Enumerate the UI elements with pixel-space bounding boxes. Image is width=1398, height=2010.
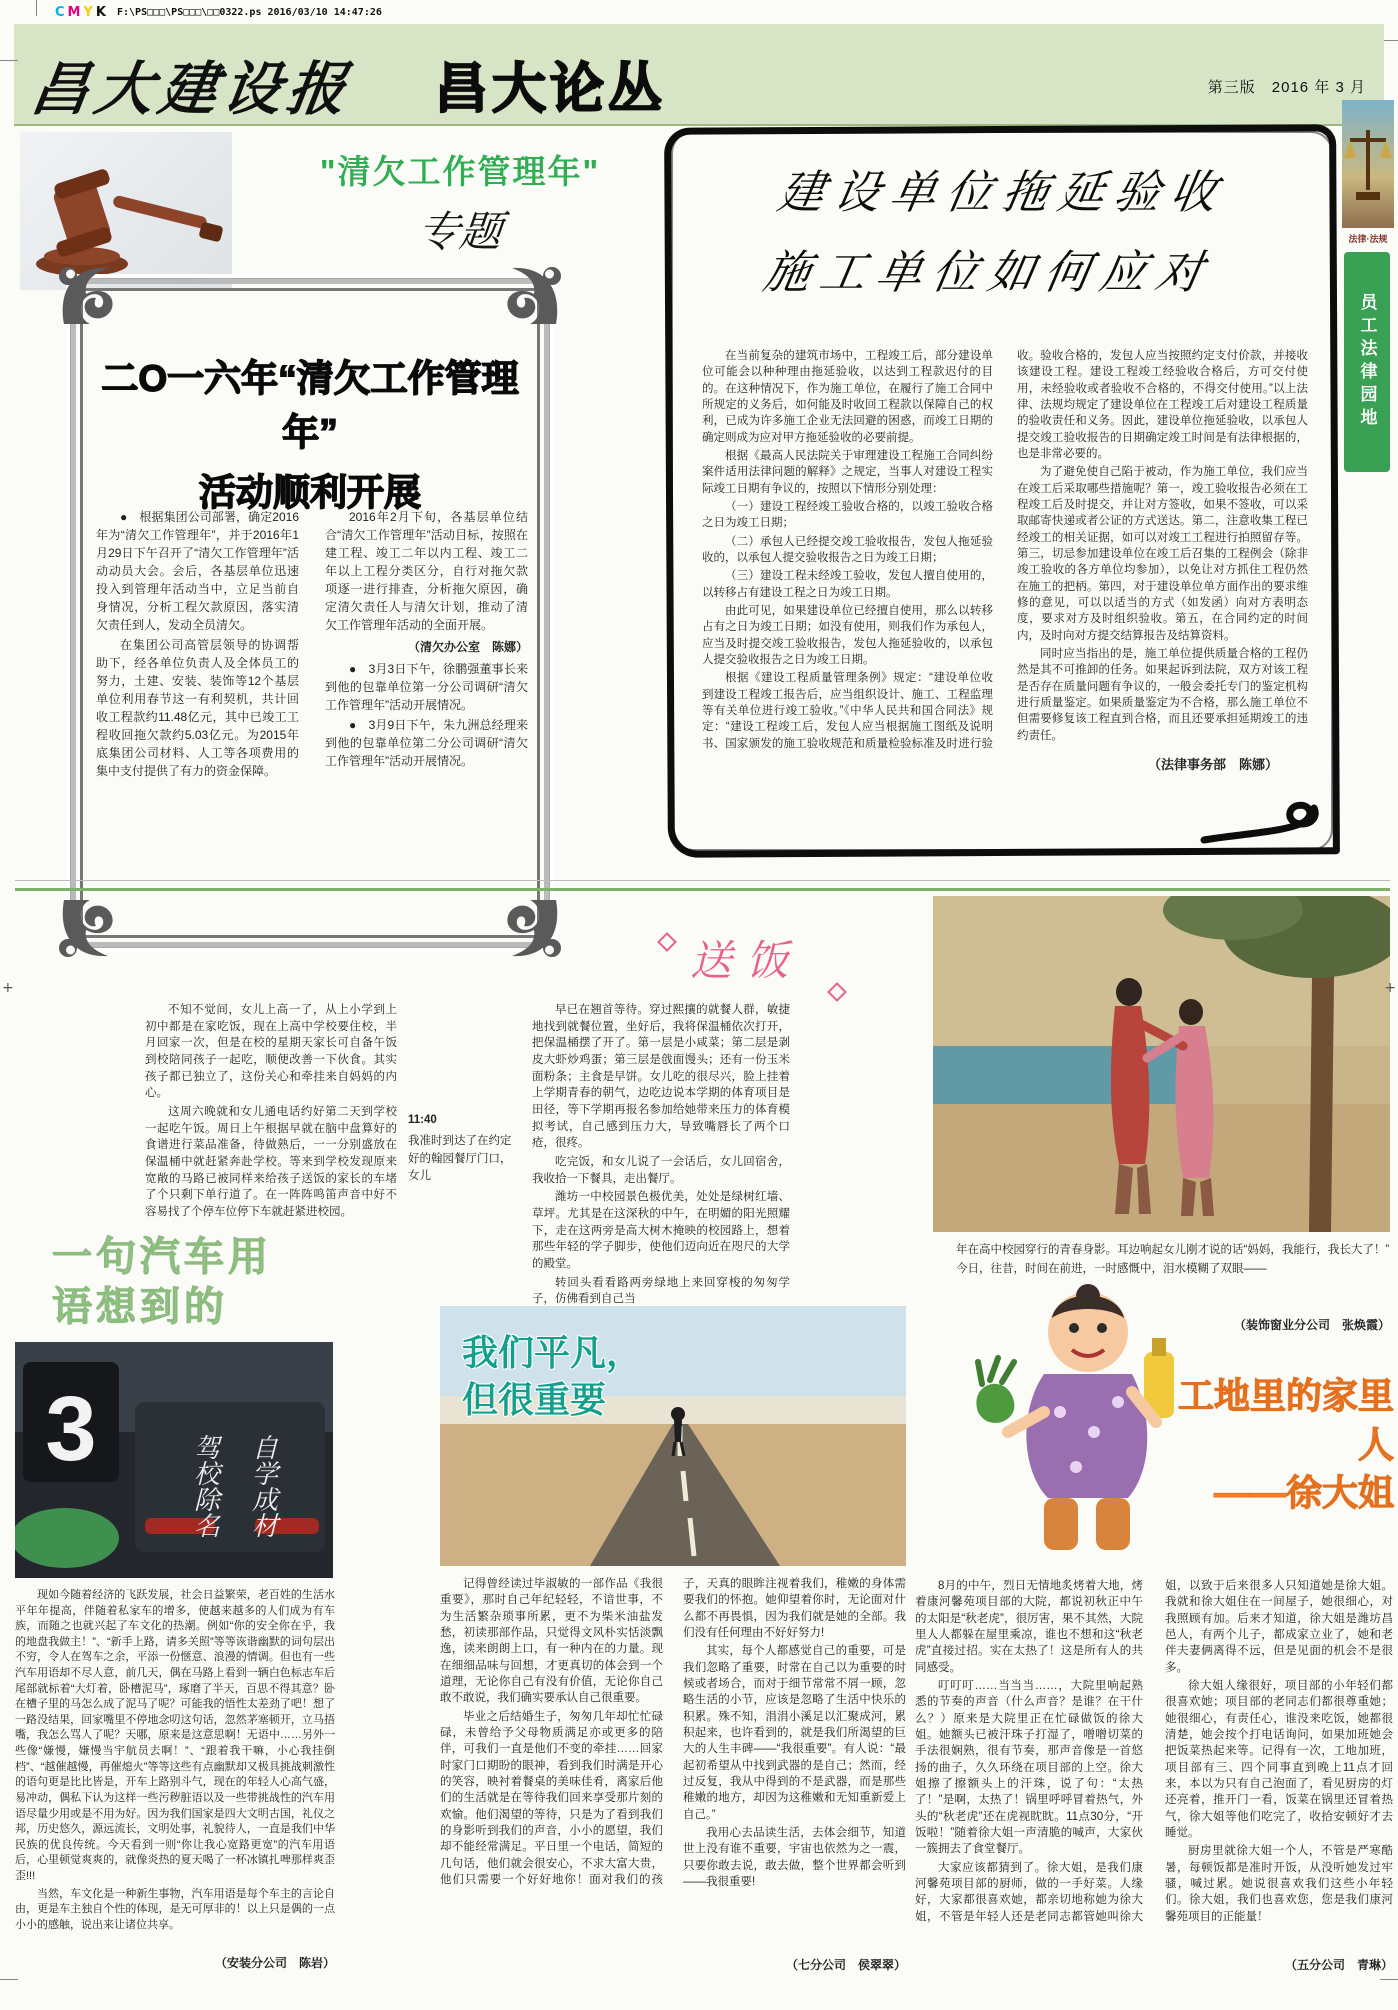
special-article-box xyxy=(60,268,560,958)
page-title: 昌大论丛 xyxy=(434,59,666,119)
crop-mark xyxy=(0,1979,18,1980)
paragraph: 由此可见，如果建设单位已经擅自使用，那么以转移占有之日为竣工日期；如没有使用，则我们作为承包人，应当及时提交竣工验收报告，发包人拖延验收的，以承包人提交验收报告之日为竣工日期。 xyxy=(702,604,993,666)
diamond-ornament-icon xyxy=(827,982,847,1002)
xu-title-line1: 工地里的家里人 xyxy=(1177,1375,1394,1465)
songfan-column-narrow xyxy=(408,1112,520,1262)
paragraph: 早已在翘首等待。穿过熙攘的就餐人群，敏捷地找到就餐位置，坐好后，我将保温桶依次打开，把保温桶摆了开了。第一层是小咸菜；第二层是剥皮大虾炒鸡蛋；第三层是戗面馒头；还有一份玉米面粉条；主食是早饼。女儿吃的很尽兴，脸上挂着上学期青春的朝气，边吃边说本学期的体育项目是田径，等下学期再报名参加给她带来压力的体育模拟考试，自己感到压力大，导致嘴唇长了两个口疮，很疼。 xyxy=(532,1004,790,1150)
special-section-heading xyxy=(250,146,670,259)
scroll-ornament-icon xyxy=(54,890,128,964)
paragraph: 潍坊一中校园景色极优美，处处是绿树红墙、草坪。尤其是在这深秋的中午，在明媚的阳光照耀下，走在这两旁是高大树木掩映的校园路上，想着那些年轻的学子脚步，使他们迈向近在咫尺的大学的殿堂。 xyxy=(532,1191,790,1271)
car-title-line1: 一句汽车用 xyxy=(52,1235,272,1279)
paragraph: 这周六晚就和女儿通电话约好第二天到学校一起吃午饭。周日上午根据早就在脑中盘算好的食谱进行菜品准备，待做熟后，一一分别盛放在保温桶中就赶紧奔赴学校。等来到学校发现原来宽敞的马路已被同样来给孩子送饭的家长的车堵了个只剩下单行道了。在一阵阵鸣笛声音中好不容易找了个停车位停下车就赶紧进校园。 xyxy=(145,1106,397,1219)
crop-mark xyxy=(0,60,18,61)
paragraph: ● 根据集团公司部署，确定2016年为“清欠工作管理年”，并于2016年1月29日下午召开了“清欠工作管理年”活动动员大会。会后，各基层单位迅速投入到管理年活动当中，立足当前自身情况，分析工程欠款原因，落实清欠责任到人，发动全员清欠。 xyxy=(96,510,299,632)
paragraph: 叮叮叮……当当当……，大院里响起熟悉的节奏的声音（什么声音？是谁？在干什么？）原来是大院里正在忙碌做饭的徐大姐。她额头已被汗珠子打湿了，噌噌切菜的手法很娴熟，很有节奏，那声音像是一首悠扬的曲子，久久环绕在项目部的上空。徐大姐擦了擦额头上的汗珠，说了句：“太热了！”是啊，太热了！锅里呼呼冒着热气，外头的“秋老虎”还在虎视眈眈。11点30分，“开饭啦！”随着徐大姐一声清脆的喊声，大家伙一簇拥去了食堂餐厅。 xyxy=(915,1679,1143,1856)
paragraph: 当然，车文化是一种新生事物，汽车用语是每个车主的言论自由，更是车主独自个性的体现，是无可厚非的！以上只是偶的一点小小的感触，说出来让诸位共享。 xyxy=(15,1887,335,1931)
paragraph: （二）承包人已经提交竣工验收报告，发包人拖延验收的，以承包人提交验收报告之日为竣工日期； xyxy=(702,535,993,564)
paragraph: 厨房里就徐大姐一个人，不管是严寒酷暑，每顿饭都是准时开饭，从没听她发过牢骚，喊过累。她说很喜欢我们这些小年轻们。徐大姐，我们也喜欢您，您是我们康河馨苑项目的正能量！ xyxy=(1165,1845,1393,1923)
songfan-column-1 xyxy=(145,1002,397,1228)
page-curl-icon xyxy=(1200,794,1320,850)
green-divider xyxy=(15,888,1390,891)
paragraph: ● 3月9日下午，朱九洲总经理来到他的包靠单位第二分公司调研“清欠工作管理年”活动开展情况。 xyxy=(325,718,528,768)
paragraph: 8月的中午，烈日无情地炙烤着大地，烤着康河馨苑项目部的大院，都说初秋正中午的太阳是“秋老虎”，很厉害，果不其然，大院里人人都躲在屋里乘凉，谁也不想和这“秋老虎”直接过招。实在太热了！这是所有人的共同感受。 xyxy=(915,1580,1143,1674)
byline: （装饰窗业分公司 张焕霞） xyxy=(1233,1318,1390,1332)
law-title-line1: 建设单位拖延验收 xyxy=(773,167,1231,218)
law-article-title xyxy=(743,156,1249,302)
songfan-title: 送饭 xyxy=(689,939,802,985)
paragraph: 根据《建设工程质量管理条例》规定：“建设单位收到建设工程竣工报告后，应当组织设计、施工、工程监理等有关单位进行竣工验收。”《中华人民共和国合同法》规定：“建设工程竣工后，发包人应当根据施工图纸及说明书、国家颁发的施工验收规范和质量检验标准及时进行验收。验收合格的，发包人应当按照约定支付价款，并接收该建设工程。建设工程竣工经验收合格后，方可交付使用，未经验收或者验收不合格的，不得交付使用。”以上法律、法规均规定了建设单位在工程竣工后对建设工程质量的验收责任和义务。因此，建设单位拖延验收，以承包人提交竣工验收报告的日期确定竣工时间是有法律根据的，也是非常必要的。 xyxy=(702,350,1308,750)
file-info: F:\PS□□□\PS□□□\□□0322.ps 2016/03/10 14:47:26 xyxy=(116,6,382,18)
page-number-date: 第三版 2016 年 3 月 xyxy=(1207,79,1366,96)
paragraph: 毕业之后结婚生子，匆匆几年却忙忙碌碌，未曾给予父母物质满足亦或更多的陪伴，可我们一直是他们不变的牵挂……回家时家门口期盼的眼神，看到我们时满是开心的笑容，映衬着餐桌的美味佳肴，离家后他们的生活就是在等待我们回来享受那片刻的欢愉。他们渴望的等待，只是为了看到我们的身影听到我们的声音，小小的愿望，我们却不能经常满足。平日里一个电话，简短的几句话，他们就会很安心，不求大富大贵，他们只需要一个好好地你！面对我们的孩子，天真的眼眸注视着我们，稚嫩的身体需要我们的怀抱。她仰望着你时，无论面对什么都不再畏惧，因为我们就是她的全部。我们没有任何理由不好好努力! xyxy=(440,1578,906,1886)
cmyk-k-label: K xyxy=(95,4,106,20)
paragraph: 记得曾经读过毕淑敏的一部作品《我很重要》，那时自己年纪轻轻，不谙世事，不为生活繁杂琐事所累，更不为柴米油盐发愁，初读那部作品，只觉得文风朴实恬淡飘逸，读来朗朗上口，有一种内在的力量。现在细细品味与回想，才更真切的体会到一个道理，无论你自己有没有价值，无论你自己敢不敢说，我们确实要承认自己很重要。 xyxy=(440,1578,663,1705)
paragraph: 同时应当指出的是，施工单位提供质量合格的工程仍然是其不可推卸的任务。如果起诉到法院，双方对该工程是否存在质量问题有争议的，一般会委托专门的鉴定机构进行质量鉴定。如果质量鉴定为不合格，那么施工单位不但需要修复该工程直到合格，而且还要承担延期竣工的违约责任。 xyxy=(1017,647,1308,742)
songfan-painting xyxy=(933,896,1390,1232)
byline: （清欠办公室 陈娜） xyxy=(407,640,528,654)
paragraph: 年在高中校园穿行的青春身影。耳边响起女儿刚才说的话“妈妈，我能行，我长大了！” xyxy=(956,1244,1390,1256)
scroll-ornament-icon xyxy=(54,260,128,334)
special-article-body xyxy=(96,508,528,880)
crop-mark xyxy=(1384,40,1398,41)
article-paragraphs xyxy=(325,660,528,770)
car-essay-title xyxy=(52,1232,332,1332)
narrow-text: 我准时到达了在约定好的翰园餐厅门口，女儿 xyxy=(408,1135,512,1182)
svg-text:3: 3 xyxy=(45,1378,97,1480)
important-title-line2: 但很重要 xyxy=(462,1378,607,1420)
paragraph: 根据《最高人民法院关于审理建设工程施工合同纠纷案件适用法律问题的解释》之规定，当事人对建设工程实际竣工日期有争议的，按照以下情形分别处理： xyxy=(702,449,993,495)
crop-mark: + xyxy=(1384,980,1396,996)
xu-title-line2: ——徐大姐 xyxy=(1213,1472,1394,1514)
paragraph: 今日，往昔，时间在前进，一时感慨中，泪水模糊了双眼—— xyxy=(956,1263,1267,1276)
cmyk-y-label: Y xyxy=(83,4,93,20)
paragraph: 不知不觉间，女儿上高一了，从上小学到上初中都是在家吃饭，现在上高中学校要住校，半月回家一次，但是在校的星期天家长可自备午饭到校陪同孩子一起吃，顺便改善一下伙食。其实孩子都已独立了，这份关心和牵挂来自妈妈的内心。 xyxy=(145,1004,397,1100)
law-strip-photo xyxy=(1342,100,1394,228)
paragraph: 大家应该都猜到了。徐大姐，是我们康河馨苑项目部的厨师，做的一手好菜。人缘好，大家都很喜欢她，都亲切地称她为徐大姐，不管是年轻人还是老同志都管她叫徐大姐，以致于后来很多人只知道她是徐大姐。我就和徐大姐住在一间屋子，她很细心，对我照顾有加。后来才知道，徐大姐是潍坊昌邑人，有两个儿子，都成家立业了，她和老伴夫妻俩离得不远，但是见面的机会不是很多。 xyxy=(915,1580,1393,1923)
paragraph: （一）建设工程经竣工验收合格的，以竣工验收合格之日为竣工日期； xyxy=(702,500,993,530)
important-title-line1: 我们平凡， xyxy=(462,1332,643,1373)
svg-text:驾校除名: 驾校除名 xyxy=(190,1434,220,1538)
law-article-box xyxy=(666,126,1338,856)
law-title-line2: 施工单位如何应对 xyxy=(759,247,1217,298)
byline: （安装分公司 陈岩） xyxy=(214,1956,335,1970)
time-marker: 11:40 xyxy=(408,1114,437,1126)
paragraph: 我用心去品读生活，去体会细节，知道世上没有谁不重要，宇宙也依然为之一震，只要你敢去说，敢去做，整个世界都会听到——我很重要! xyxy=(683,1826,906,1888)
important-essay-body xyxy=(440,1576,906,1950)
paragraph: 在当前复杂的建筑市场中，工程竣工后，部分建设单位可能会以种种理由拖延验收，以达到工程款迟付的目的。在这种情况下，作为施工单位，在履行了施工合同中所规定的义务后，如何能及时收回工程款以保障自己的权利，已成为许多施工企业无法回避的困惑，而竣工日期的确定则成为应对甲方拖延验收的必要前提。 xyxy=(702,350,993,444)
paragraph: 吃完饭，和女儿说了一会话后，女儿回宿舍，我收拾一下餐具，走出餐厅。 xyxy=(532,1156,790,1185)
xu-essay-title xyxy=(1150,1372,1394,1518)
two-women-painting xyxy=(933,896,1390,1232)
diamond-ornament-icon xyxy=(657,932,677,952)
newspaper-brand: 昌大建设报 xyxy=(26,57,356,122)
car-essay-body xyxy=(15,1588,335,1948)
paragraph: 在集团公司高管层领导的协调帮助下，经各单位负责人及全体员工的努力，土建、安装、装饰等12个基层单位利用春节这一有利契机，共计回收工程款约11.48亿元，其中已竣工工程收回拖欠款约5.03亿元。为2015年底集团公司材料、人工等各项费用的集中支付提供了有力的资金保障。 xyxy=(96,638,299,778)
cmyk-c-label: C xyxy=(55,4,65,20)
paragraph: 为了避免使自己陷于被动，作为施工单位，我们应当在竣工后采取哪些措施呢？第一，竣工验收报告必须在工程竣工后及时提交，并让对方签收，如果不签收，可以采取邮寄快递或者公证的方式送达。第二，注意收集工程已经竣工的相关证据，如可以对竣工工程进行拍照留存等。第三，切忌参加建设单位在竣工后召集的工程例会（除非竣工验收的各方单位均参加），以免让对方抓住工程仍然在施工的把柄。第四，对于建设单位单方面作出的要求维修的意见，可以以适当的方式（如发函）向对方表明态度，要求对方及时组织验收。第五，在合同约定的时间内，及时向对方提交结算报告及结算资料。 xyxy=(1017,466,1308,642)
paragraph: （三）建设工程未经竣工验收，发包人擅自使用的，以转移占有建设工程之日为竣工日期。 xyxy=(702,570,993,599)
paragraph: 现如今随着经济的飞跃发展，社会日益繁荣，老百姓的生活水平年年提高，伴随着私家车的增多，使越来越多的人们成为有车族，而随之也就兴起了车文化的热潮。例如“你的安全你在乎，我的地盘我做主！”、“新手上路，请多关照”等等诙谐幽默的词句层出不穷，令人在驾车之余，平添一份惬意、浪漫的情调。但也有一些汽车用语却不尽人意，前几天，偶在马路上看到一辆白色标志车后尾部就标着“大灯着，卧槽泥马”，琢磨了半天，百思不得其意？卧在槽子里的马怎么成了泥马了呢？可能我的悟性太差劲了吧！想了一路没结果，回家嘴里不停地念叨这句话，忽然茅塞顿开，立马捂嘴，我怎么骂人了呢？天哪，原来是这意思啊！无语中……另外一些像“嫌慢，嫌慢当宇航员去啊！”、“跟着我干嘛，小心我挂倒档”、“越催越慢，再催熄火”等等这些有点幽默却又极具挑战刺激性的语句更是比比皆是，开车上路别斗气，现在的年轻人心高气盛，易冲动，偶私下认为这样一些污秽脏语以及一些带挑战性的汽车用语尽量少用或是不用为好。因为我们国家是四大文明古国，礼仪之邦，历史悠久，源远流长，文明处事，礼貌待人，一直是我们中华民族的优良传统。今天看到一则“你让我心宽路更宽”的汽车用语后，心里顿觉爽爽的，就像炎热的夏天喝了一杯冰镇扎啤那样爽歪歪!!! xyxy=(15,1589,335,1882)
xu-essay-body xyxy=(915,1578,1393,1950)
car-rear-photo xyxy=(15,1342,333,1578)
print-registration-bar xyxy=(55,2,382,22)
law-article-body xyxy=(702,348,1308,796)
headline-line1: 二O一六年“清欠工作管理年” xyxy=(101,358,519,453)
paragraph: 其实，每个人都感觉自己的重要，可是我们忽略了重要，时常在自己以为重要的时候或者场合，而对于细节常常不屑一顾，忽略生活的小节，应该是忽略了生活中快乐的积累。殊不知，涓涓小溪足以汇聚成河，累积起来，也许看到的，就是我们所渴望的巨大的人生丰碑——“我很重要”。有人说：“最起初希望从中找到武器的是自己；然而，经过反复，我从中得到的不是武器，而是那些稚嫩的地方，却因为这稚嫩和无知重新爱上自己。” xyxy=(683,1645,906,1821)
crop-mark xyxy=(36,0,37,16)
crop-mark xyxy=(1380,1979,1398,1980)
special-article-headline xyxy=(95,348,525,516)
paragraph: ● 3月3日下午，徐鹏强董事长来到他的包靠单位第一分公司调研“清欠工作管理年”活动开展情况。 xyxy=(325,662,528,712)
important-essay-title xyxy=(462,1330,642,1424)
headline-line2: 活动顺利开展 xyxy=(199,472,421,513)
special-heading-subtitle: 专题 xyxy=(415,210,504,256)
car-photo-image xyxy=(15,1342,333,1578)
car-title-line2: 语想到的 xyxy=(52,1285,228,1329)
masthead-band xyxy=(14,24,1384,126)
crop-mark: + xyxy=(2,980,14,996)
scales-icon xyxy=(1342,100,1394,228)
byline: （七分公司 侯翠翠） xyxy=(785,1958,906,1972)
special-heading-text: "清欠工作管理年" xyxy=(319,153,601,190)
byline: （法律事务部 陈娜） xyxy=(1147,757,1278,772)
divider xyxy=(15,880,1390,881)
scroll-ornament-icon xyxy=(492,890,566,964)
songfan-column-2 xyxy=(532,1002,790,1350)
cmyk-m-label: M xyxy=(67,4,81,20)
byline: （五分公司 青琳） xyxy=(1284,1958,1393,1972)
svg-text:自学成材: 自学成材 xyxy=(248,1434,278,1538)
law-strip-label: 员工法律园地 xyxy=(1344,252,1390,472)
paragraph: 转回头看看路两旁绿地上来回穿梭的匆匆学子，仿佛看到自己当 xyxy=(532,1276,790,1306)
paragraph: 2016年2月下旬，各基层单位结合“清欠工作管理年”活动目标，按照在建工程、竣工二年以内工程、竣工二年以上工程分类区分，自行对拖欠款项逐一进行排查，分析拖欠原因，确定清欠责任人与清欠计划，推动了清欠工作管理年活动的全面开展。 xyxy=(325,510,528,632)
law-strip-caption: 法律·法规 xyxy=(1348,234,1388,244)
scroll-ornament-icon xyxy=(492,260,566,334)
paragraph: 徐大姐人缘很好，项目部的小年轻们都很喜欢她；项目部的老同志们都很尊重她；她很细心，有责任心，谁没来吃饭，她都很清楚，她会按个打电话询问，如果加班她会把饭菜热起来等。记得有一次，工地加班，项目部有三、四个同事直到晚上11点才回来，本以为只有自己泡面了，看见厨房的灯还亮着，推开门一看，饭菜在锅里还冒着热气，徐大姐等他们吃完了，收拾安顿好才去睡觉。 xyxy=(1165,1679,1393,1839)
